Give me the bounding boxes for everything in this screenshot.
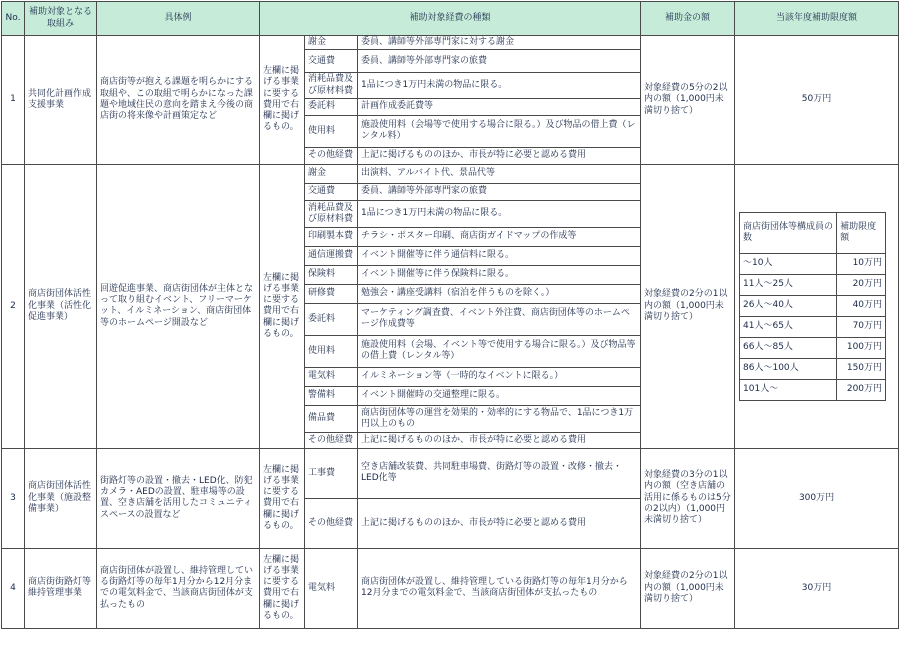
row-note: 左欄に掲げる事業に要する費用で右欄に掲げるもの。 — [260, 548, 305, 628]
expense-description: 計画作成委託費等 — [358, 98, 641, 115]
expense-description: 勉強会・講座受講料（宿泊を伴うものを除く。） — [358, 284, 641, 303]
row-amount: 対象経費の3分の1以内の額（空き店舗の活用に係るものは5分の2以内）（1,000円未満切り捨て） — [641, 448, 735, 548]
expense-category: その他経費 — [305, 432, 358, 448]
expense-description: イベント開催等に伴う通信料に限る。 — [358, 246, 641, 265]
table-row — [2, 548, 899, 628]
row-note: 左欄に掲げる事業に要する費用で右欄に掲げるもの。 — [260, 36, 305, 165]
expense-category: 保険料 — [305, 265, 358, 284]
limit-members: 66人～85人 — [740, 337, 837, 358]
limit-members: 11人～25人 — [740, 274, 837, 295]
limit-amount: 150万円 — [837, 358, 886, 379]
limit-amount: 200万円 — [837, 379, 886, 400]
expense-description: 上記に掲げるもののほか、市長が特に必要と認める費用 — [358, 432, 641, 448]
expense-category: 印刷製本費 — [305, 227, 358, 246]
row-example: 回遊促進事業、商店街団体が主体となって取り組むイベント、フリーマーケット、イルミネーション、商店街団体等のホームページ開設など — [97, 164, 260, 448]
table-row — [2, 36, 899, 50]
expense-description: 空き店舗改装費、共同駐車場費、街路灯等の設置・改修・撤去・LED化等 — [358, 448, 641, 498]
row-note: 左欄に掲げる事業に要する費用で右欄に掲げるもの。 — [260, 164, 305, 448]
expense-description: マーケティング調査費、イベント外注費、商店街団体等のホームページ作成費等 — [358, 303, 641, 335]
expense-description: イベント開催等に伴う保険料に限る。 — [358, 265, 641, 284]
expense-category: 消耗品費及び原材料費 — [305, 200, 358, 227]
header-row — [2, 2, 899, 36]
row-program-name: 共同化計画作成支援事業 — [25, 36, 97, 165]
expense-description: 施設使用料（会場、イベント等で使用する場合に限る。）及び物品等の借上費（レンタル等） — [358, 335, 641, 367]
row-note: 左欄に掲げる事業に要する費用で右欄に掲げるもの。 — [260, 448, 305, 548]
limit-amount: 40万円 — [837, 295, 886, 316]
expense-category: その他経費 — [305, 147, 358, 164]
expense-category: 委託料 — [305, 98, 358, 115]
header-program: 補助対象となる取組み — [25, 2, 97, 36]
row-no: 2 — [2, 164, 25, 448]
limit-amount: 20万円 — [837, 274, 886, 295]
expense-category: 謝金 — [305, 36, 358, 50]
row-program-name: 商店街団体活性化事業（活性化促進事業） — [25, 164, 97, 448]
expense-description: イベント開催時の交通整理に限る。 — [358, 386, 641, 405]
row-no: 3 — [2, 448, 25, 548]
expense-category: 謝金 — [305, 164, 358, 183]
expense-description: 上記に掲げるもののほか、市長が特に必要と認める費用 — [358, 498, 641, 548]
expense-category: 備品費 — [305, 405, 358, 432]
expense-category: 消耗品費及び原材料費 — [305, 73, 358, 99]
row-amount: 対象経費の2分の1以内の額（1,000円未満切り捨て） — [641, 548, 735, 628]
expense-description: 1品につき1万円未満の物品に限る。 — [358, 200, 641, 227]
limit-members: 101人～ — [740, 379, 837, 400]
expense-category: 委託料 — [305, 303, 358, 335]
expense-category: 通信運搬費 — [305, 246, 358, 265]
header-limit: 当該年度補助限度額 — [735, 2, 899, 36]
limit-by-members-table — [739, 212, 886, 401]
limit-amount: 70万円 — [837, 316, 886, 337]
row-amount: 対象経費の2分の1以内の額（1,000円未満切り捨て） — [641, 164, 735, 448]
expense-description: 委員、講師等外部専門家の旅費 — [358, 183, 641, 200]
expense-category: 使用料 — [305, 115, 358, 147]
row-limit: 30万円 — [735, 548, 899, 628]
expense-category: 交通費 — [305, 50, 358, 73]
expense-category: 交通費 — [305, 183, 358, 200]
header-expense-types: 補助対象経費の種類 — [260, 2, 641, 36]
expense-description: 施設使用料（会場等で使用する場合に限る。）及び物品の借上費（レンタル料） — [358, 115, 641, 147]
expense-description: 商店街団体等の運営を効果的・効率的にする物品で、1品につき1万円以上のもの — [358, 405, 641, 432]
expense-description: 商店街団体が設置し、維持管理している街路灯等の毎年1月分から12月分までの電気料金で、当該商店街団体が支払ったもの — [358, 548, 641, 628]
header-no: No. — [2, 2, 25, 36]
row-example: 商店街団体が設置し、維持管理している街路灯等の毎年1月分から12月分までの電気料金で、当該商店街団体が支払ったもの — [97, 548, 260, 628]
expense-description: 上記に掲げるもののほか、市長が特に必要と認める費用 — [358, 147, 641, 164]
row-limit: 300万円 — [735, 448, 899, 548]
limit-head-amount: 補助限度額 — [837, 212, 886, 253]
expense-description: 委員、講師等外部専門家の旅費 — [358, 50, 641, 73]
table-row — [2, 164, 899, 183]
limit-members: ～10人 — [740, 253, 837, 274]
expense-category: 使用料 — [305, 335, 358, 367]
table-row — [2, 448, 899, 498]
expense-category: 研修費 — [305, 284, 358, 303]
expense-description: 委員、講師等外部専門家に対する謝金 — [358, 36, 641, 50]
limit-members: 86人～100人 — [740, 358, 837, 379]
limit-members: 26人～40人 — [740, 295, 837, 316]
row-example: 商店街等が抱える課題を明らかにする取組や、この取組で明らかになった課題や地域住民の意向を踏まえ今後の商店街の将来像や計画策定など — [97, 36, 260, 165]
expense-description: イルミネーション等（一時的なイベントに限る。） — [358, 367, 641, 386]
expense-category: その他経費 — [305, 498, 358, 548]
limit-head-members: 商店街団体等構成員の数 — [740, 212, 837, 253]
subsidy-table — [1, 1, 899, 629]
limit-amount: 100万円 — [837, 337, 886, 358]
expense-description: 1品につき1万円未満の物品に限る。 — [358, 73, 641, 99]
row-program-name: 商店街街路灯等維持管理事業 — [25, 548, 97, 628]
limit-amount: 10万円 — [837, 253, 886, 274]
limit-table-cell — [735, 164, 899, 448]
row-limit: 50万円 — [735, 36, 899, 165]
row-program-name: 商店街団体活性化事業（施設整備事業） — [25, 448, 97, 548]
expense-category: 警備料 — [305, 386, 358, 405]
header-example: 具体例 — [97, 2, 260, 36]
row-amount: 対象経費の5分の2以内の額（1,000円未満切り捨て） — [641, 36, 735, 165]
expense-description: 出演料、アルバイト代、景品代等 — [358, 164, 641, 183]
expense-category: 電気料 — [305, 367, 358, 386]
header-amount: 補助金の額 — [641, 2, 735, 36]
row-example: 街路灯等の設置・撤去・LED化、防犯カメラ・AEDの設置、駐車場等の設置、空き店舗を活用したコミュニティスペースの設置など — [97, 448, 260, 548]
expense-category: 工事費 — [305, 448, 358, 498]
expense-description: チラシ・ポスター印刷、商店街ガイドマップの作成等 — [358, 227, 641, 246]
row-no: 1 — [2, 36, 25, 165]
expense-category: 電気料 — [305, 548, 358, 628]
row-no: 4 — [2, 548, 25, 628]
limit-members: 41人～65人 — [740, 316, 837, 337]
